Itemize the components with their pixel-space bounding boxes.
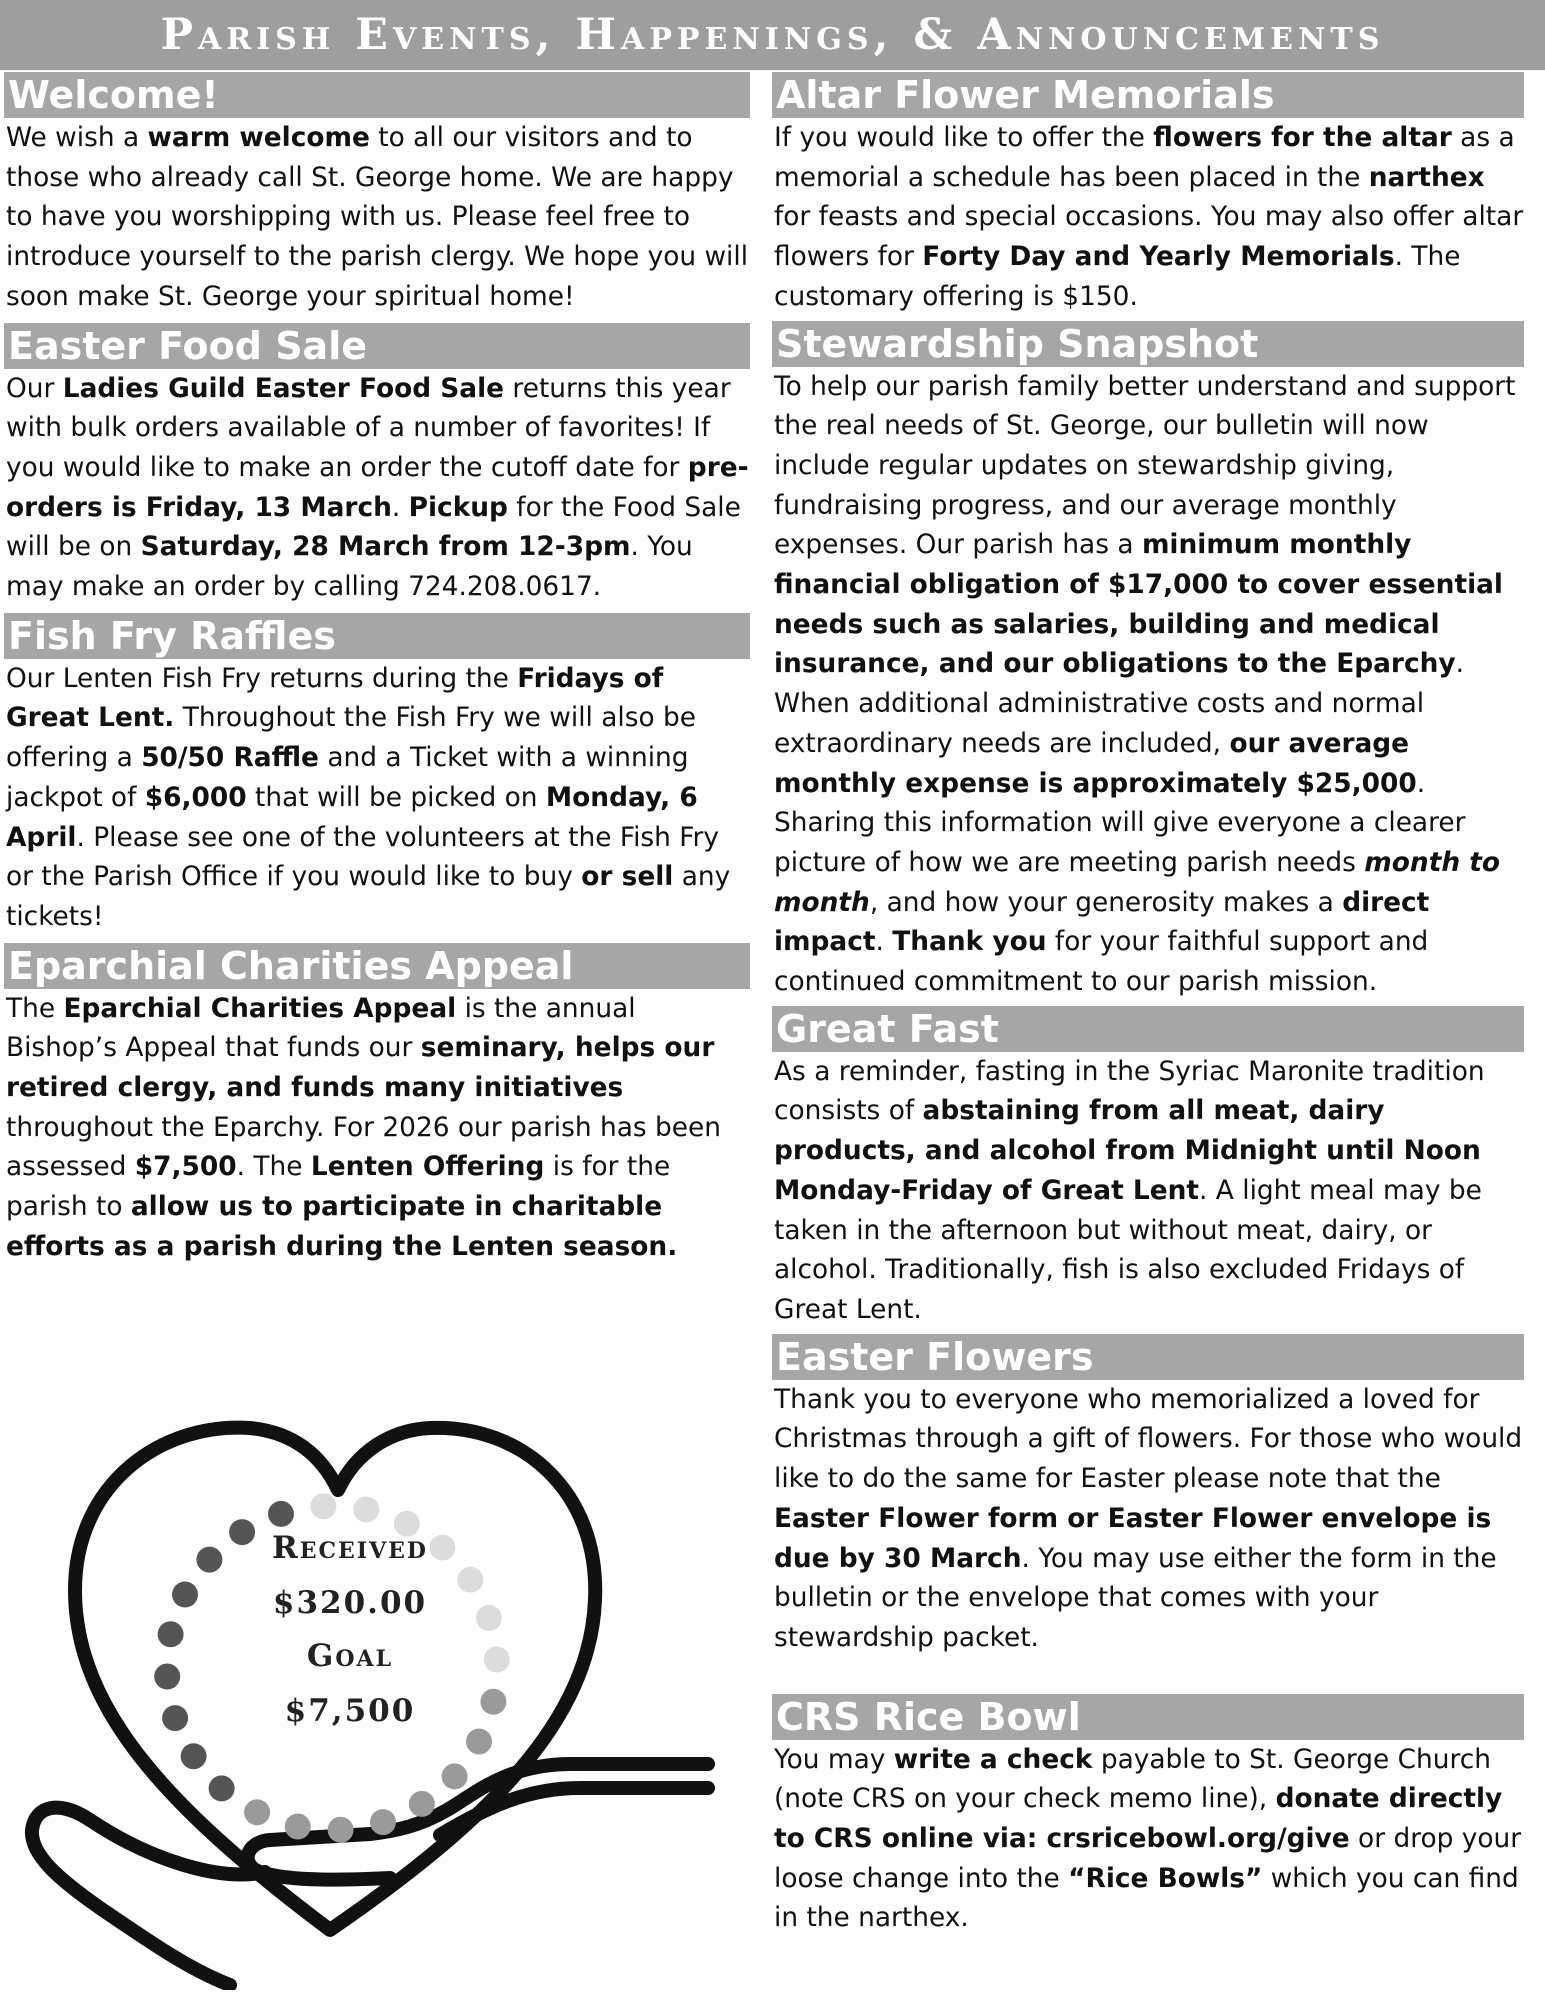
progress-dot [244, 1799, 270, 1825]
left-column [4, 72, 750, 1267]
section-crs-rice-bowl [772, 1694, 1524, 1939]
section-great-fast [772, 1006, 1524, 1330]
section-body: To help our parish family better understand and support the real needs of St. George, our bulletin will now include regular updates on stewardship giving, fundraising progress, and our average monthly expenses. Our parish has a minimum monthly financial obligation of $17,000 to cover essential needs such as salaries, building and medical insurance, and our obligations to the Eparchy. When additional administrative costs and normal extraordinary needs are included, our average monthly expense is approximately $25,000. Sharing this information will give everyone a clearer picture of how we are meeting parish needs month to month, and how your generosity makes a direct impact. Thank you for your faithful support and continued commitment to our parish mission. [774, 370, 1516, 998]
progress-dot [285, 1814, 311, 1840]
section-title: Welcome! [4, 72, 750, 118]
section-easter-food-sale [4, 323, 750, 607]
hand-outline [32, 1764, 708, 1985]
section-title: Fish Fry Raffles [4, 613, 750, 659]
section-body: Thank you to everyone who memorialized a loved for Christmas through a gift of flowers. For those who would like to do the same for Easter please note that the Easter Flower form or Easter Flower envelope is due by 30 March. You may use either the form in the bulletin or the envelope that comes with your stewardship packet. [774, 1383, 1523, 1653]
received-amount: $320.00 [272, 1585, 428, 1621]
section-title: Easter Food Sale [4, 323, 750, 369]
section-eparchial-charities-appeal [4, 943, 750, 1267]
section-body: If you would like to offer the flowers for the altar as a memorial a schedule has been placed in the narthex for feasts and special occasions. You may also offer altar flowers for Forty Day and Yearly Memorials. The customary offering is $150. [774, 122, 1524, 312]
section-body: We wish a warm welcome to all our visitors and to those who already call St. George home. We are happy to have you worshipping with us. Please feel free to introduce yourself to the parish clergy. We hope you will soon make St. George your spiritual home! [6, 122, 749, 312]
page-banner: Parish Events, Happenings, & Announcements [0, 0, 1545, 70]
goal-label: Goal [306, 1638, 394, 1674]
progress-dot [328, 1817, 354, 1843]
fundraiser-thermometer [20, 1410, 720, 1990]
goal-amount: $7,500 [284, 1693, 416, 1729]
section-welcome [4, 72, 750, 317]
section-body: Our Lenten Fish Fry returns during the Fridays of Great Lent. Throughout the Fish Fry we will also be offering a 50/50 Raffle and a Ticket with a winning jackpot of $6,000 that will be picked on Monday, 6 April. Please see one of the volunteers at the Fish Fry or the Parish Office if you would like to buy or sell any tickets! [6, 662, 731, 932]
section-stewardship-snapshot [772, 321, 1524, 1002]
received-label: Received [271, 1530, 429, 1566]
progress-dot [268, 1501, 294, 1527]
progress-dot [370, 1809, 396, 1835]
section-fish-fry-raffles [4, 613, 750, 937]
section-body: Our Ladies Guild Easter Food Sale returns this year with bulk orders available of a number of favorites! If you would like to make an order the cutoff date for pre-orders is Friday, 13 March. Pickup for the Food Sale will be on Saturday, 28 March from 12-3pm. You may make an order by calling 724.208.0617. [6, 372, 749, 603]
section-title: Eparchial Charities Appeal [4, 943, 750, 989]
progress-dot [353, 1497, 379, 1523]
section-title: CRS Rice Bowl [772, 1694, 1524, 1740]
section-body: The Eparchial Charities Appeal is the annual Bishop’s Appeal that funds our seminary, helps our retired clergy, and funds many initiatives throughout the Eparchy. For 2026 our parish has been assessed $7,500. The Lenten Offering is for the parish to allow us to participate in charitable efforts as a parish during the Lenten season. [6, 992, 721, 1262]
progress-dot [310, 1493, 336, 1519]
progress-dot [466, 1729, 492, 1755]
section-title: Stewardship Snapshot [772, 321, 1524, 367]
progress-dot [409, 1791, 435, 1817]
progress-dot [209, 1775, 235, 1801]
section-title: Great Fast [772, 1006, 1524, 1052]
progress-dot [181, 1743, 207, 1769]
section-altar-flower-memorials [772, 72, 1524, 317]
section-title: Easter Flowers [772, 1334, 1524, 1380]
section-title: Altar Flower Memorials [772, 72, 1524, 118]
section-body: You may write a check payable to St. George Church (note CRS on your check memo line), donate directly to CRS online via: crsricebowl.org/give or drop your loose change into the “Rice Bowls” which you can find in the narthex. [774, 1743, 1522, 1934]
right-column [772, 72, 1524, 1938]
progress-dot [442, 1763, 468, 1789]
section-easter-flowers [772, 1334, 1524, 1658]
section-body: As a reminder, fasting in the Syriac Maronite tradition consists of abstaining from all meat, dairy products, and alcohol from Midnight until Noon Monday-Friday of Great Lent. A light meal may be taken in the afternoon but without meat, dairy, or alcohol. Traditionally, fish is also excluded Fridays of Great Lent. [774, 1055, 1485, 1325]
